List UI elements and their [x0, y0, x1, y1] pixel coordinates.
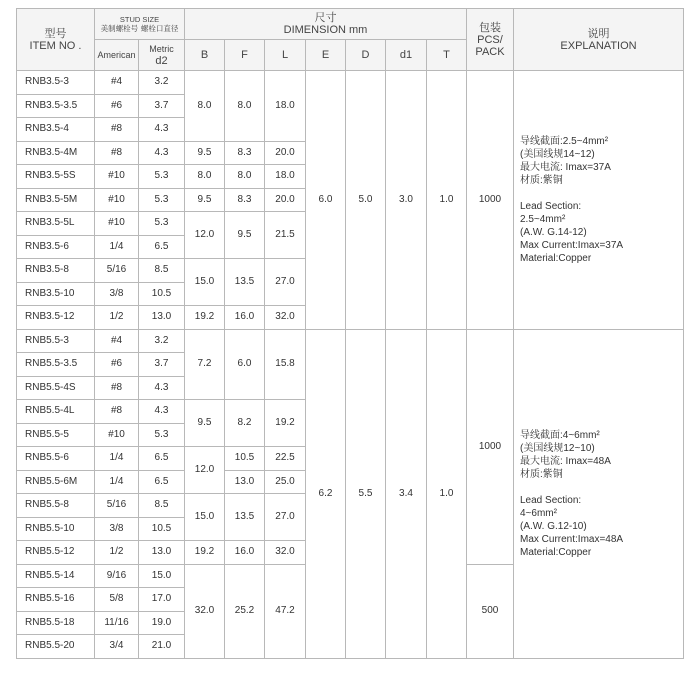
american-size: #6	[95, 353, 139, 377]
item-no: RNB3.5-4M	[17, 141, 95, 165]
header-stud-size: STUD SIZE 美制螺栓号 螺栓口直径	[95, 9, 185, 40]
dim-f: 13.0	[225, 470, 265, 494]
metric-size: 3.7	[139, 353, 185, 377]
table-row	[17, 329, 684, 353]
header-col-b: B	[185, 40, 225, 71]
metric-size: 4.3	[139, 400, 185, 424]
metric-size: 4.3	[139, 376, 185, 400]
item-no: RNB3.5-4	[17, 118, 95, 142]
dim-l: 32.0	[265, 306, 306, 330]
item-no: RNB5.5-20	[17, 635, 95, 659]
dim-l: 25.0	[265, 470, 306, 494]
american-size: 5/16	[95, 259, 139, 283]
item-no: RNB5.5-8	[17, 494, 95, 518]
american-size: 1/4	[95, 470, 139, 494]
metric-size: 6.5	[139, 235, 185, 259]
item-no: RNB3.5-5L	[17, 212, 95, 236]
dim-f: 10.5	[225, 447, 265, 471]
metric-size: 21.0	[139, 635, 185, 659]
american-size: #6	[95, 94, 139, 118]
dim-l: 20.0	[265, 141, 306, 165]
metric-size: 17.0	[139, 588, 185, 612]
header-col-d1: d1	[386, 40, 427, 71]
metric-size: 3.2	[139, 71, 185, 95]
item-no: RNB5.5-10	[17, 517, 95, 541]
metric-size: 19.0	[139, 611, 185, 635]
dim-l: 18.0	[265, 165, 306, 189]
american-size: 1/2	[95, 306, 139, 330]
dim-b: 19.2	[185, 306, 225, 330]
american-size: #10	[95, 188, 139, 212]
dim-b: 7.2	[185, 329, 225, 400]
dim-f: 8.3	[225, 188, 265, 212]
header-col-l: L	[265, 40, 306, 71]
header-col-e: E	[306, 40, 346, 71]
dim-f: 25.2	[225, 564, 265, 658]
dim-f: 16.0	[225, 306, 265, 330]
dim-d: 5.5	[346, 329, 386, 658]
american-size: 5/16	[95, 494, 139, 518]
metric-size: 6.5	[139, 470, 185, 494]
pack-qty: 1000	[467, 329, 514, 564]
metric-size: 13.0	[139, 306, 185, 330]
american-size: #8	[95, 400, 139, 424]
dim-f: 6.0	[225, 329, 265, 400]
metric-size: 4.3	[139, 141, 185, 165]
american-size: 3/8	[95, 517, 139, 541]
dim-f: 13.5	[225, 494, 265, 541]
dim-f: 8.0	[225, 165, 265, 189]
item-no: RNB3.5-6	[17, 235, 95, 259]
metric-size: 15.0	[139, 564, 185, 588]
dim-l: 27.0	[265, 494, 306, 541]
dim-f: 8.0	[225, 71, 265, 142]
header-dimension: 尺寸 DIMENSION mm	[185, 9, 467, 40]
item-no: RNB3.5-5M	[17, 188, 95, 212]
header-col-f: F	[225, 40, 265, 71]
dim-b: 12.0	[185, 447, 225, 494]
american-size: 1/4	[95, 447, 139, 471]
american-size: 3/8	[95, 282, 139, 306]
item-no: RNB5.5-14	[17, 564, 95, 588]
american-size: 3/4	[95, 635, 139, 659]
metric-size: 13.0	[139, 541, 185, 565]
american-size: #10	[95, 423, 139, 447]
dim-b: 15.0	[185, 259, 225, 306]
dim-d1: 3.4	[386, 329, 427, 658]
item-no: RNB5.5-5	[17, 423, 95, 447]
dim-b: 32.0	[185, 564, 225, 658]
item-no: RNB3.5-3	[17, 71, 95, 95]
table-row	[17, 71, 684, 95]
item-no: RNB5.5-18	[17, 611, 95, 635]
item-no: RNB5.5-16	[17, 588, 95, 612]
dim-d: 5.0	[346, 71, 386, 330]
dim-f: 16.0	[225, 541, 265, 565]
american-size: 1/2	[95, 541, 139, 565]
dim-l: 18.0	[265, 71, 306, 142]
metric-size: 4.3	[139, 118, 185, 142]
metric-size: 6.5	[139, 447, 185, 471]
dim-t: 1.0	[427, 71, 467, 330]
dim-l: 32.0	[265, 541, 306, 565]
american-size: #8	[95, 141, 139, 165]
dim-f: 8.3	[225, 141, 265, 165]
american-size: #4	[95, 71, 139, 95]
dim-e: 6.0	[306, 71, 346, 330]
metric-size: 8.5	[139, 259, 185, 283]
dim-b: 12.0	[185, 212, 225, 259]
header-metric: Metric d2	[139, 40, 185, 71]
dim-l: 47.2	[265, 564, 306, 658]
metric-size: 5.3	[139, 212, 185, 236]
metric-size: 5.3	[139, 188, 185, 212]
pack-qty: 1000	[467, 71, 514, 330]
item-no: RNB5.5-6M	[17, 470, 95, 494]
item-no: RNB3.5-3.5	[17, 94, 95, 118]
item-no: RNB5.5-3.5	[17, 353, 95, 377]
dim-t: 1.0	[427, 329, 467, 658]
header-explanation: 说明 EXPLANATION	[514, 9, 684, 71]
dim-b: 19.2	[185, 541, 225, 565]
header-american: American	[95, 40, 139, 71]
item-no: RNB5.5-6	[17, 447, 95, 471]
dim-f: 13.5	[225, 259, 265, 306]
header-col-t: T	[427, 40, 467, 71]
dim-l: 22.5	[265, 447, 306, 471]
american-size: #8	[95, 376, 139, 400]
metric-size: 3.2	[139, 329, 185, 353]
item-no: RNB5.5-4S	[17, 376, 95, 400]
dim-b: 15.0	[185, 494, 225, 541]
dim-l: 21.5	[265, 212, 306, 259]
item-no: RNB3.5-10	[17, 282, 95, 306]
dim-l: 19.2	[265, 400, 306, 447]
american-size: #4	[95, 329, 139, 353]
metric-size: 10.5	[139, 282, 185, 306]
metric-size: 5.3	[139, 423, 185, 447]
dim-l: 15.8	[265, 329, 306, 400]
dim-l: 27.0	[265, 259, 306, 306]
dim-b: 9.5	[185, 400, 225, 447]
pack-qty: 500	[467, 564, 514, 658]
item-no: RNB3.5-12	[17, 306, 95, 330]
spec-table	[16, 8, 684, 659]
metric-size: 10.5	[139, 517, 185, 541]
item-no: RNB3.5-5S	[17, 165, 95, 189]
explanation-rnb55: 导线截面:4~6mm² (美国线规12~10) 最大电流: Imax=48A 材质:紫铜 Lead Section: 4~6mm² (A.W. G.12-10) Max Current:Imax=48A Material:Copper	[514, 329, 684, 658]
metric-size: 3.7	[139, 94, 185, 118]
dim-d1: 3.0	[386, 71, 427, 330]
dim-e: 6.2	[306, 329, 346, 658]
explanation-rnb35: 导线截面:2.5~4mm² (美国线规14~12) 最大电流: Imax=37A 材质:紫铜 Lead Section: 2.5~4mm² (A.W. G.14-12) Max Current:Imax=37A Material:Copper	[514, 71, 684, 330]
item-no: RNB5.5-12	[17, 541, 95, 565]
dim-l: 20.0	[265, 188, 306, 212]
dim-f: 8.2	[225, 400, 265, 447]
metric-size: 8.5	[139, 494, 185, 518]
american-size: #10	[95, 212, 139, 236]
item-no: RNB3.5-8	[17, 259, 95, 283]
dim-b: 9.5	[185, 188, 225, 212]
american-size: 9/16	[95, 564, 139, 588]
item-no: RNB5.5-4L	[17, 400, 95, 424]
dim-b: 8.0	[185, 71, 225, 142]
american-size: 1/4	[95, 235, 139, 259]
header-col-d: D	[346, 40, 386, 71]
header-item-no: 型号 ITEM NO .	[17, 9, 95, 71]
header-pack: 包装 PCS/ PACK	[467, 9, 514, 71]
american-size: 11/16	[95, 611, 139, 635]
dim-f: 9.5	[225, 212, 265, 259]
american-size: #8	[95, 118, 139, 142]
american-size: #10	[95, 165, 139, 189]
dim-b: 9.5	[185, 141, 225, 165]
item-no: RNB5.5-3	[17, 329, 95, 353]
dim-b: 8.0	[185, 165, 225, 189]
metric-size: 5.3	[139, 165, 185, 189]
american-size: 5/8	[95, 588, 139, 612]
